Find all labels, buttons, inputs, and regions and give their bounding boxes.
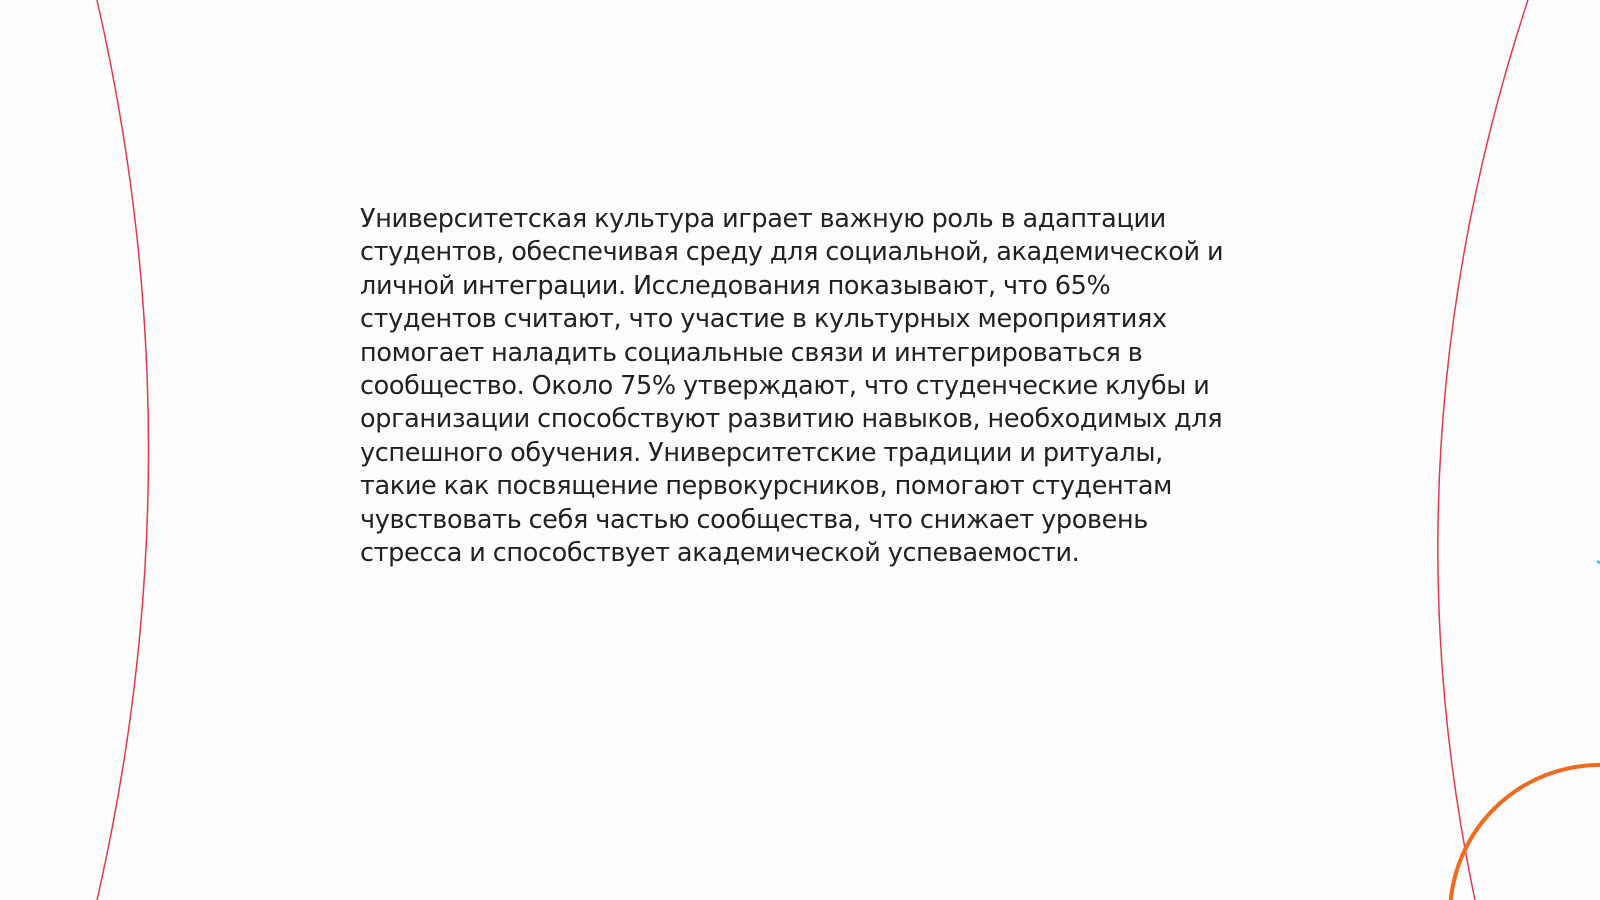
bottom-right-orange-arc: [1450, 765, 1600, 900]
right-red-arc: [1438, 0, 1528, 900]
body-paragraph: Университетская культура играет важную роль в адаптации студентов, обеспечивая среду для социальной, академической и личной интеграции. Исследования показывают, что 65% студентов считают, что участие в культурных мероприятиях помогает наладить социальные связи и интегрироваться в сообщество. Около 75% утверждают, что студенческие клубы и организации способствуют развитию навыков, необходимых для успешного обучения. Университетские традиции и ритуалы, такие как посвящение первокурсников, помогают студентам чувствовать себя частью сообщества, что снижает уровень стресса и способствует академической успеваемости.: [360, 204, 1224, 569]
left-red-arc: [97, 0, 149, 900]
